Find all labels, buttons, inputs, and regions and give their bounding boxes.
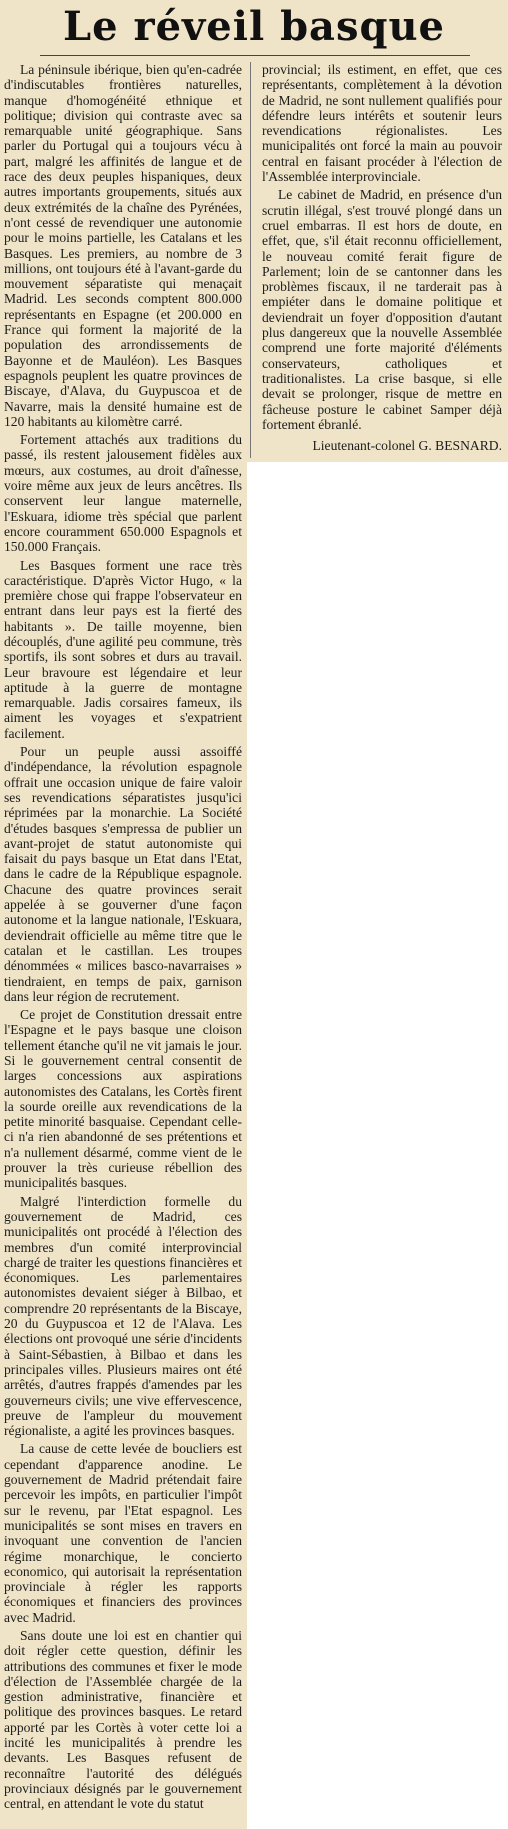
paragraph: Ce projet de Constitution dressait entre l'Espagne et le pays basque une cloison tellement étanche qu'il ne vit jamais le jour. Si le gouvernement central consentit de larges concessions aux aspirations autonomistes des Catalans, les Cortès firent la sourde oreille aux revendications de la petite minorité basquaise. Cependant celle-ci n'a rien abandonné de ses prétentions et n'a nullement désarmé, comme vient de le prouver la très curieuse rébellion des municipalités basques.	[4, 1007, 242, 1191]
paragraph: Pour un peuple aussi assoiffé d'indépendance, la révolution espagnole offrait une occasion unique de faire valoir ses revendications séparatistes jusqu'ici réprimées par la monarchie. La Société d'études basques s'empressa de publier un avant-projet de statut autonomiste qui faisait du pays basque un Etat dans l'Etat, dans le cadre de la République espagnole. Chacune des quatre provinces serait appelée à se gouverner d'une façon autonome et la langue nationale, l'Eskuara, deviendrait officielle au même titre que le catalan et le castillan. Les troupes dénommées « milices basco-navarraises » tiendraient, en temps de paix, garnison dans leur région de recrutement.	[4, 744, 242, 1004]
title-underline	[40, 55, 470, 56]
paragraph: La péninsule ibérique, bien qu'en-cadrée d'indiscutables frontières naturelles, manque d'homogénéité ethnique et politique; division qui contraste avec sa remarquable unité géographique. Sans parler du Portugal qui a toujours vécu à part, malgré les affinités de langue et de race des deux peuples hispaniques, deux autres importants groupements, situés aux deux extrémités de la chaîne des Pyrénées, n'ont cessé de revendiquer une autonomie pour le moins partielle, les Catalans et les Basques. Les premiers, au nombre de 3 millions, ont toujours été à l'avant-garde du mouvement séparatiste qui menaçait Madrid. Les seconds comptent 800.000 représentants en Espagne (et 200.000 en France qui forment la majorité de la population des arrondissements de Bayonne et de Mauléon). Les Basques espagnols peuplent les quatre provinces de Biscaye, d'Alava, du Guypuscoa et de Navarre, mais la densité humaine est de 120 habitants au kilomètre carré.	[4, 62, 242, 429]
paragraph: Sans doute une loi est en chantier qui doit régler cette question, définir les attributions des communes et fixer le mode d'élection de l'Assemblée chargée de la gestion administrative, financière et politique des provinces basques. Le retard apporté par les Cortès à voter cette loi a incité les municipalités à prendre les devants. Les Basques refusent de reconnaître l'autorité des délégués provinciaux désignés par le gouvernement central, en attendant le vote du statut	[4, 1627, 242, 1812]
paragraph: Les Basques forment une race très caractéristique. D'après Victor Hugo, « la première chose qui frappe l'observateur en entrant dans leur pays est la fierté des habitants ». De taille moyenne, bien découplés, d'une agilité peu commune, très sportifs, ils sont sobres et durs au travail. Leur bravoure est légendaire et leur aptitude à la guerre de montagne remarquable. Jadis corsaires fameux, ils aiment les voyages et s'expatrient facilement.	[4, 557, 242, 741]
column-divider	[250, 62, 251, 458]
left-column	[4, 62, 242, 1812]
right-column	[262, 62, 502, 453]
paragraph: provincial; ils estiment, en effet, que ces représentants, complètement à la dévotion de Madrid, ne sont nullement qualifiés pour défendre leurs intérêts et soutenir leurs revendications régionalistes. Les municipalités ont forcé la main au pouvoir central en faisant procéder à l'élection de l'Assemblée interprovinciale.	[262, 62, 502, 185]
paragraph: La cause de cette levée de boucliers est cependant d'apparence anodine. Le gouvernement de Madrid prétendait faire percevoir les impôts, en particulier l'impôt sur le revenu, par l'Etat espagnol. Les municipalités se sont mises en travers en invoquant une convention de l'ancien régime monarchique, le concierto economico, qui autorisait la représentation provinciale à régler les rapports économiques et financiers des provinces avec Madrid.	[4, 1441, 242, 1625]
author-signature: Lieutenant-colonel G. BESNARD.	[312, 438, 502, 454]
paragraph: Malgré l'interdiction formelle du gouvernement de Madrid, ces municipalités ont procédé à l'élection des membres d'un comité interprovincial chargé de traiter les questions financières et économiques. Les parlementaires autonomistes devaient siéger à Bilbao, et comprendre 20 représentants de la Biscaye, 20 du Guypuscoa et 12 de l'Alava. Les élections ont provoqué une série d'incidents à Saint-Sébastien, à Bilbao et dans les principales villes. Plusieurs maires ont été arrêtés, d'autres frappés d'amendes par les gouverneurs civils; une vive effervescence, preuve de l'ampleur du mouvement régionaliste, a agité les provinces basques.	[4, 1193, 242, 1439]
paragraph: Fortement attachés aux traditions du passé, ils restent jalousement fidèles aux mœurs, aux costumes, au droit d'aînesse, voire même aux jeux de leurs ancêtres. Ils conservent leur langue maternelle, l'Eskuara, idiome très spécial que parlent encore couramment 650.000 Espagnols et 150.000 Français.	[4, 432, 242, 555]
article-title: Le réveil basque	[63, 3, 445, 50]
paragraph: Le cabinet de Madrid, en présence d'un scrutin illégal, s'est trouvé plongé dans un cruel embarras. Il est hors de doute, en effet, que, s'il était reconnu officiellement, le nouveau comité ferait figure de Parlement; loin de se cantonner dans les problèmes fiscaux, il ne tarderait pas à empiéter dans le domaine politique et deviendrait un foyer d'opposition d'autant plus dangereux que la nouvelle Assemblée comprend une forte majorité d'éléments conservateurs, catholiques et traditionalistes. La crise basque, si elle devait se prolonger, risque de mettre en fâcheuse posture le cabinet Samper déjà fortement ébranlé.	[262, 187, 502, 432]
